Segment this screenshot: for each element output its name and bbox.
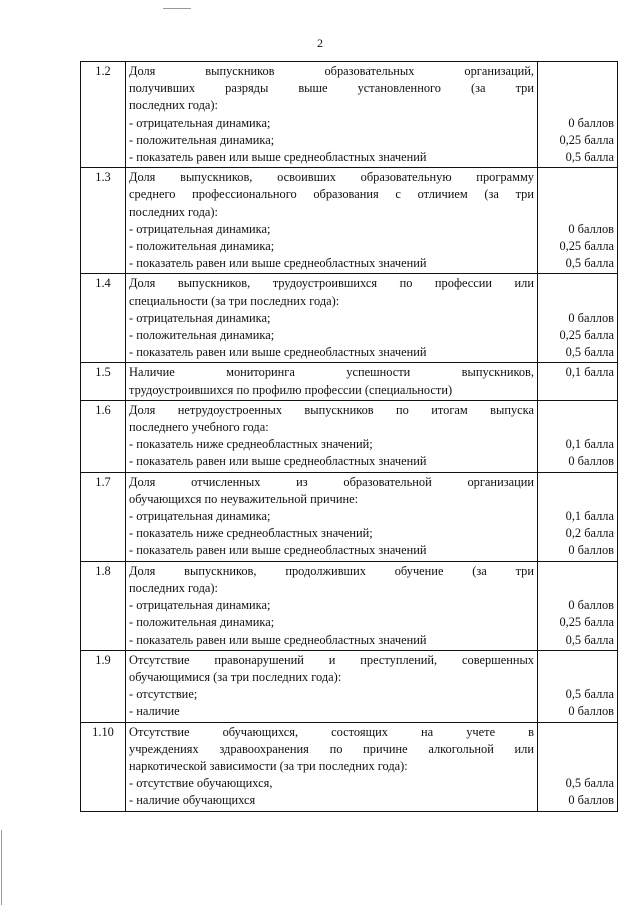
score-value: 0,1 балла [565,437,614,452]
score-value: 0,1 балла [565,509,614,524]
criteria-title-line: специальности (за три последних года): [129,293,340,308]
criteria-option: - показатель равен или выше среднеобластных значений [129,150,427,165]
criteria-description [126,62,538,168]
score-spacer [541,169,614,186]
score-spacer [541,741,614,758]
criteria-option: - наличие обучающихся [129,793,256,808]
score-spacer [541,186,614,203]
score-value: 0,25 балла [559,615,614,630]
criteria-title-line: наркотической зависимости (за три последних года): [129,758,408,773]
score-spacer [541,63,614,80]
criteria-title-line: Отсутствие правонарушений и преступлений, совершенных [129,652,534,667]
criteria-scores [538,472,618,561]
criteria-title-line: последнего учебного года: [129,420,269,435]
criteria-option: - отрицательная динамика; [129,509,271,524]
score-spacer [541,80,614,97]
score-value: 0,5 балла [565,776,614,791]
score-value: 0,5 балла [565,256,614,271]
criteria-row [81,62,618,168]
score-value: 0,5 балла [565,345,614,360]
criteria-option: - показатель равен или выше среднеобластных значений [129,345,427,360]
criteria-title-line: Доля отчисленных из образовательной организации [129,474,534,489]
criteria-option: - отрицательная динамика; [129,310,271,325]
criteria-description [126,561,538,650]
score-value: 0,5 балла [565,687,614,702]
criteria-number: 1.5 [81,363,126,400]
criteria-description [126,400,538,472]
criteria-option: - показатель равен или выше среднеобластных значений [129,543,427,558]
scan-artifact-line [163,8,191,9]
criteria-description [126,472,538,561]
score-spacer [541,669,614,686]
criteria-table-body [81,62,618,812]
criteria-description [126,650,538,722]
score-value: 0 баллов [568,454,614,469]
score-value: 0,25 балла [559,132,614,147]
criteria-scores [538,363,618,400]
criteria-option: - отсутствие; [129,687,198,702]
criteria-row [81,400,618,472]
criteria-description [126,168,538,274]
criteria-option: - отрицательная динамика; [129,221,271,236]
score-value: 0,25 балла [559,239,614,254]
criteria-number: 1.7 [81,472,126,561]
criteria-option: - отсутствие обучающихся, [129,776,273,791]
criteria-option: - показатель равен или выше среднеобластных значений [129,256,427,271]
criteria-description [126,722,538,811]
criteria-title-line: трудоустроившихся по профилю профессии (специальности) [129,382,453,397]
criteria-number: 1.10 [81,722,126,811]
criteria-title-line: последних года): [129,580,218,595]
criteria-number: 1.8 [81,561,126,650]
criteria-row [81,363,618,400]
score-spacer [541,474,614,491]
criteria-option: - положительная динамика; [129,132,275,147]
criteria-scores [538,62,618,168]
criteria-title-line: последних года): [129,204,218,219]
criteria-title-line: получивших разряды выше установленного (за три [129,81,534,96]
criteria-description [126,363,538,400]
criteria-title-line: последних года): [129,98,218,113]
score-spacer [541,758,614,775]
score-spacer [541,419,614,436]
score-value: 0,5 балла [565,632,614,647]
criteria-title-line: обучающихся по неуважительной причине: [129,491,359,506]
score-spacer [541,563,614,580]
criteria-scores [538,400,618,472]
criteria-number: 1.2 [81,62,126,168]
criteria-option: - наличие [129,704,180,719]
criteria-scores [538,561,618,650]
score-value: 0 баллов [568,543,614,558]
score-spacer [541,275,614,292]
criteria-title-line: Доля выпускников, освоивших образовательную программу [129,170,534,185]
criteria-title-line: Наличие мониторинга успешности выпускников, [129,365,534,380]
score-value: 0,5 балла [565,150,614,165]
score-spacer [541,724,614,741]
criteria-scores [538,650,618,722]
score-spacer [541,580,614,597]
criteria-option: - показатель ниже среднеобластных значений; [129,526,373,541]
page-number: 2 [317,36,323,50]
criteria-option: - положительная динамика; [129,328,275,343]
criteria-description [126,274,538,363]
criteria-number: 1.3 [81,168,126,274]
criteria-number: 1.4 [81,274,126,363]
criteria-option: - показатель равен или выше среднеобластных значений [129,632,427,647]
criteria-title-line: обучающимися (за три последних года): [129,669,342,684]
criteria-title-line: среднего профессионального образования с отличием (за три [129,187,534,202]
scan-edge-line [1,830,2,905]
score-value: 0 баллов [568,598,614,613]
criteria-number: 1.9 [81,650,126,722]
criteria-title-line: Доля выпускников, трудоустроившихся по профессии или [129,276,534,291]
criteria-title-line: Доля выпускников, продолживших обучение (за три [129,563,534,578]
criteria-number: 1.6 [81,400,126,472]
score-value: 0 баллов [568,310,614,325]
score-spacer [541,402,614,419]
criteria-option: - показатель равен или выше среднеобластных значений [129,454,427,469]
criteria-title-line: Отсутствие обучающихся, состоящих на учете в [129,724,534,739]
score-spacer [541,491,614,508]
score-spacer [541,293,614,310]
score-value: 0 баллов [568,221,614,236]
criteria-scores [538,168,618,274]
criteria-row [81,168,618,274]
score-spacer [541,652,614,669]
score-value: 0,2 балла [565,526,614,541]
criteria-row [81,561,618,650]
criteria-option: - отрицательная динамика; [129,115,271,130]
criteria-table [80,61,618,812]
criteria-row [81,722,618,811]
criteria-option: - положительная динамика; [129,239,275,254]
criteria-title-line: Доля выпускников образовательных организаций, [129,64,534,78]
criteria-row [81,650,618,722]
criteria-scores [538,274,618,363]
criteria-row [81,472,618,561]
criteria-option: - положительная динамика; [129,615,275,630]
criteria-title-line: Доля нетрудоустроенных выпускников по итогам выпуска [129,402,534,417]
criteria-title-line: учреждениях здравоохранения по причине алкогольной или [129,741,534,756]
score-value: 0 баллов [568,793,614,808]
criteria-option: - отрицательная динамика; [129,598,271,613]
score-value: 0,1 балла [565,365,614,380]
score-spacer [541,97,614,114]
criteria-scores [538,722,618,811]
score-value: 0,25 балла [559,328,614,343]
criteria-row [81,274,618,363]
score-spacer [541,204,614,221]
score-value: 0 баллов [568,115,614,130]
score-value: 0 баллов [568,704,614,719]
criteria-option: - показатель ниже среднеобластных значений; [129,437,373,452]
